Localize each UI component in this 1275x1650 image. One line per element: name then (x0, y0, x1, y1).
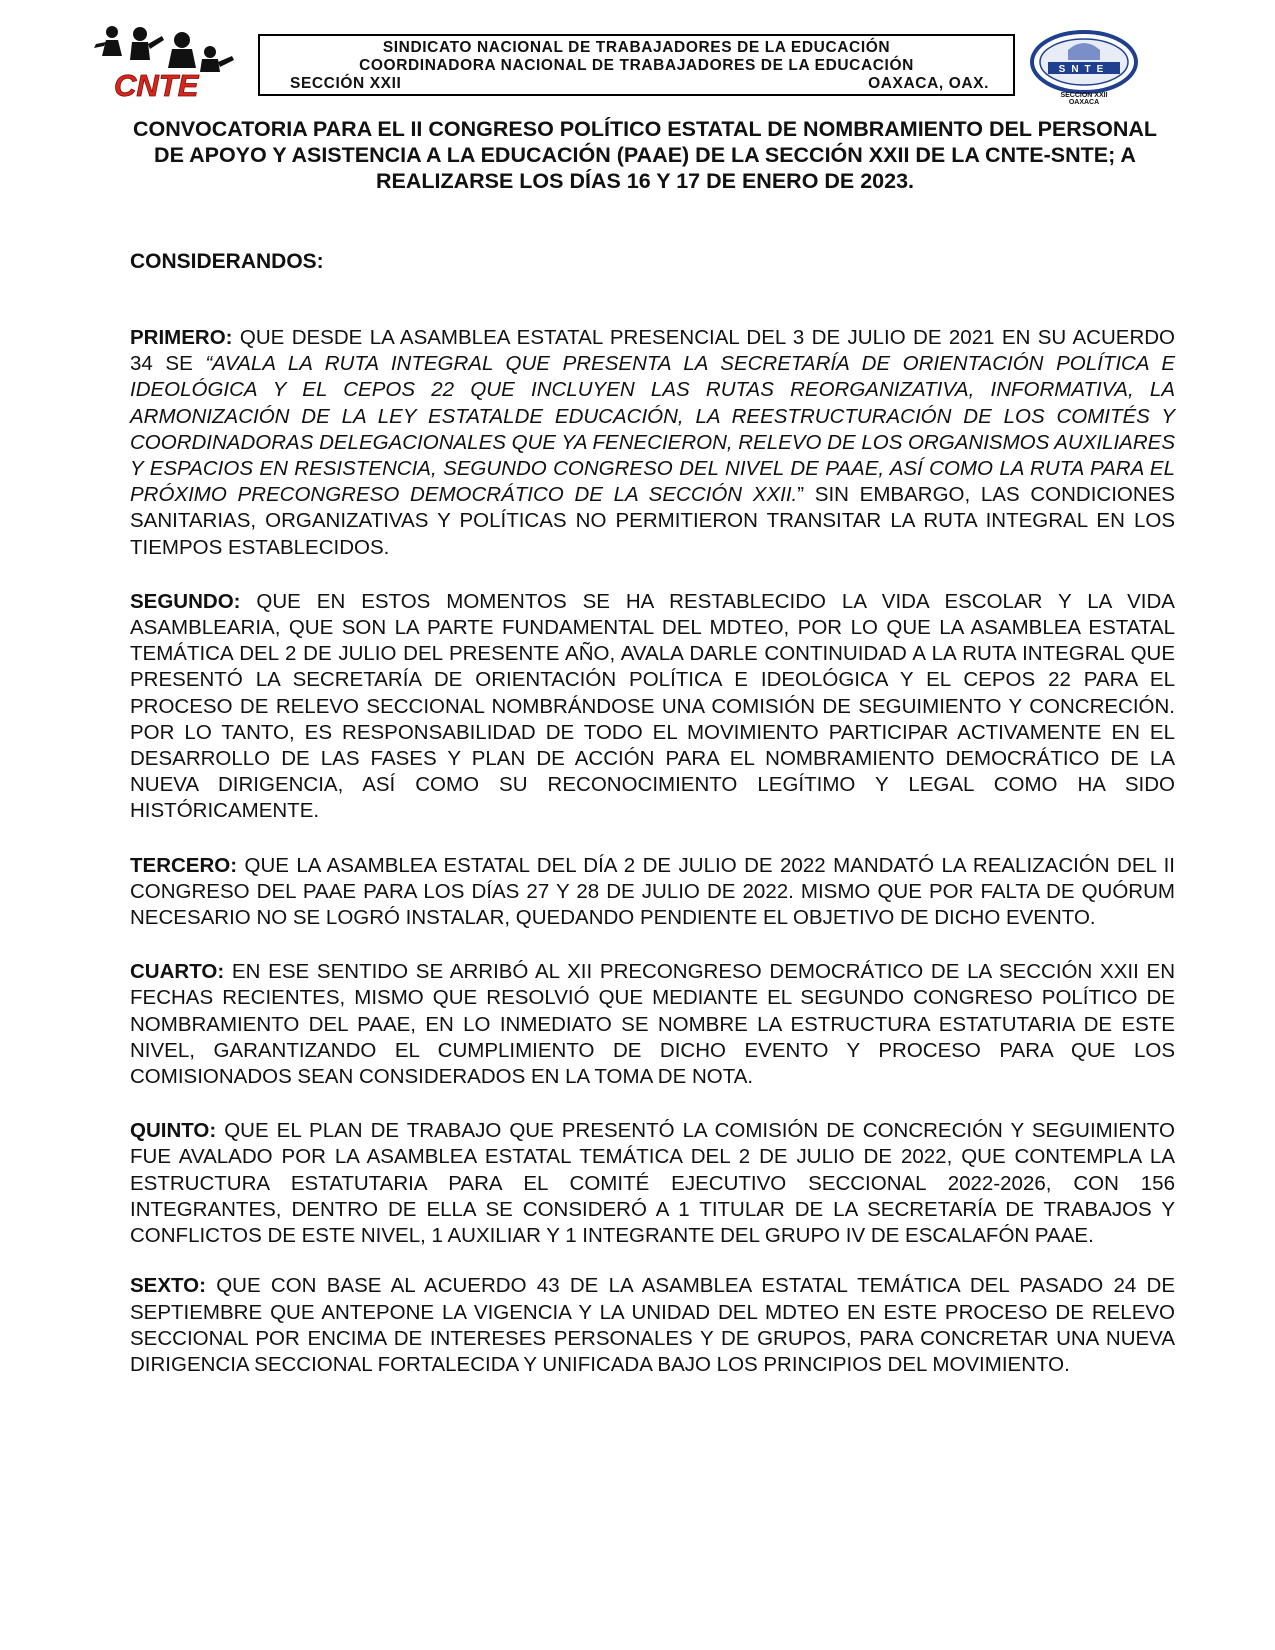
cnte-logo-text: CNTE (114, 68, 199, 102)
paragraph-quinto (130, 1118, 1175, 1249)
paragraph-text: QUE EN ESTOS MOMENTOS SE HA RESTABLECIDO LA VIDA ESCOLAR Y LA VIDA ASAMBLEARIA, QUE SON LA PARTE FUNDAMENTAL DEL MDTEO, POR LO QUE LA ASAMBLEA ESTATAL TEMÁTICA DEL 2 DE JULIO DEL PRESENTE AÑO, AVALA DARLE CONTINUIDAD A LA RUTA INTEGRAL QUE PRESENTÓ LA SECRETARÍA DE ORIENTACIÓN POLÍTICA E IDEOLÓGICA Y EL CEPOS 22 PARA EL PROCESO DE RELEVO SECCIONAL NOMBRÁNDOSE UNA COMISIÓN DE SEGUIMIENTO Y CONCRECIÓN. POR LO TANTO, ES RESPONSABILIDAD DE TODO EL MOVIMIENTO PARTICIPAR ACTIVAMENTE EN EL DESARROLLO DE LAS FASES Y PLAN DE ACCIÓN PARA EL NOMBRAMIENTO DEMOCRÁTICO DE LA NUEVA DIRIGENCIA, ASÍ COMO SU RECONOCIMIENTO LEGÍTIMO Y LEGAL COMO HA SIDO HISTÓRICAMENTE. (130, 589, 1175, 823)
paragraph-quote: “AVALA LA RUTA INTEGRAL QUE PRESENTA LA SECRETARÍA DE ORIENTACIÓN POLÍTICA E IDEOLÓGICA Y EL CEPOS 22 QUE INCLUYEN LAS RUTAS REORGANIZATIVA, INFORMATIVA, LA ARMONIZACIÓN DE LA LEY ESTATALDE EDUCACIÓN, LA REESTRUCTURACIÓN DE LOS COMITÉS Y COORDINADORAS DELEGACIONALES QUE YA FENECIERON, RELEVO DE LOS ORGANISMOS AUXILIARES Y ESPACIOS EN RESISTENCIA, SEGUNDO CONGRESO DEL NIVEL DE PAAE, ASÍ COMO LA RUTA PARA EL PRÓXIMO PRECONGRESO DEMOCRÁTICO DE LA SECCIÓN XXII. (130, 352, 1175, 507)
paragraph-lead: PRIMERO: (130, 326, 233, 349)
paragraph-lead: TERCERO: (130, 853, 238, 877)
paragraph-text: QUE LA ASAMBLEA ESTATAL DEL DÍA 2 DE JULIO DE 2022 MANDATÓ LA REALIZACIÓN DEL II CONGRESO DEL PAAE PARA LOS DÍAS 27 Y 28 DE JULIO DE 2022. MISMO QUE POR FALTA DE QUÓRUM NECESARIO NO SE LOGRÓ INSTALAR, QUEDANDO PENDIENTE EL OBJETIVO DE DICHO EVENTO. (130, 853, 1175, 930)
paragraph-text: EN ESE SENTIDO SE ARRIBÓ AL XII PRECONGRESO DEMOCRÁTICO DE LA SECCIÓN XXII EN FECHAS RECIENTES, MISMO QUE RESOLVIÓ QUE MEDIANTE EL SEGUNDO CONGRESO POLÍTICO DE NOMBRAMIENTO DEL PAAE, EN LO INMEDIATO SE NOMBRE LA ESTRUCTURA ESTATUTARIA DE ESTE NIVEL, GARANTIZANDO EL CUMPLIMIENTO DE DICHO EVENTO Y PROCESO PARA QUE LOS COMISIONADOS SEAN CONSIDERADOS EN LA TOMA DE NOTA. (130, 960, 1175, 1089)
svg-text:SECCION XXII: SECCION XXII (1060, 92, 1108, 99)
paragraph-tercero (130, 853, 1175, 932)
header-line-1: SINDICATO NACIONAL DE TRABAJADORES DE LA EDUCACIÓN (382, 39, 891, 56)
document-title: CONVOCATORIA PARA EL II CONGRESO POLÍTICO ESTATAL DE NOMBRAMIENTO DEL PERSONAL DE APOYO Y ASISTENCIA A LA EDUCACIÓN (PAAE) DE LA SECCIÓN XXII DE LA CNTE-SNTE; A REALIZARSE LOS DÍAS 16 Y 17 DE ENERO DE 2023. (132, 117, 1158, 193)
paragraph-text: QUE DESDE LA ASAMBLEA ESTATAL PRESENCIAL DEL 3 DE JULIO DE 2021 EN SU ACUERDO 34 SE (130, 326, 1175, 376)
paragraph-lead: QUINTO: (130, 1119, 217, 1143)
header-line-2: COORDINADORA NACIONAL DE TRABAJADORES DE LA EDUCACIÓN (359, 57, 914, 74)
cnte-logo (92, 22, 242, 102)
paragraph-text: QUE CON BASE AL ACUERDO 43 DE LA ASAMBLEA ESTATAL TEMÁTICA DEL PASADO 24 DE SEPTIEMBRE QUE ANTEPONE LA VIGENCIA Y LA UNIDAD DEL MDTEO EN ESTE PROCESO DE RELEVO SECCIONAL POR ENCIMA DE INTERESES PERSONALES Y DE GRUPOS, PARA CONCRETAR UNA NUEVA DIRIGENCIA SECCIONAL FORTALECIDA Y UNIFICADA BAJO LOS PRINCIPIOS DEL MOVIMIENTO. (130, 1274, 1175, 1376)
paragraph-cuarto (130, 959, 1175, 1090)
paragraph-text: QUE EL PLAN DE TRABAJO QUE PRESENTÓ LA COMISIÓN DE CONCRECIÓN Y SEGUIMIENTO FUE AVALADO POR LA ASAMBLEA ESTATAL TEMÁTICA DEL 2 DE JULIO DE 2022, QUE CONTEMPLA LA ESTRUCTURA ESTATUTARIA PARA EL COMITÉ EJECUTIVO SECCIONAL 2022-2026, CON 156 INTEGRANTES, DENTRO DE ELLA SE CONSIDERÓ A 1 TITULAR DE LA SECRETARÍA DE TRABAJOS Y CONFLICTOS DE ESTE NIVEL, 1 AUXILIAR Y 1 INTEGRANTE DEL GRUPO IV DE ESCALAFÓN PAAE. (130, 1119, 1175, 1248)
header-place: OAXACA, OAX. (868, 75, 989, 92)
svg-text:OAXACA: OAXACA (1068, 99, 1100, 104)
paragraph-lead: SEGUNDO: (130, 589, 241, 613)
snte-logo-text: SNTE (1058, 64, 1110, 75)
header-line-3 (274, 75, 999, 93)
paragraph-lead: CUARTO: (130, 960, 225, 984)
header-section: SECCIÓN XXII (290, 75, 402, 92)
paragraph-sexto (130, 1273, 1175, 1378)
paragraph-primero (130, 325, 1175, 561)
document-header (0, 0, 1275, 110)
snte-seal (1028, 30, 1148, 104)
header-box (258, 34, 1015, 96)
paragraph-lead: SEXTO: (130, 1274, 206, 1298)
document-body (130, 325, 1175, 1406)
considerandos-heading: CONSIDERANDOS: (130, 250, 324, 273)
paragraph-segundo (130, 589, 1175, 825)
paragraph-text: ” SIN EMBARGO, LAS CONDICIONES SANITARIAS, ORGANIZATIVAS Y POLÍTICAS NO PERMITIERON TRANSITAR LA RUTA INTEGRAL EN LOS TIEMPOS ESTABLECIDOS. (130, 483, 1175, 559)
